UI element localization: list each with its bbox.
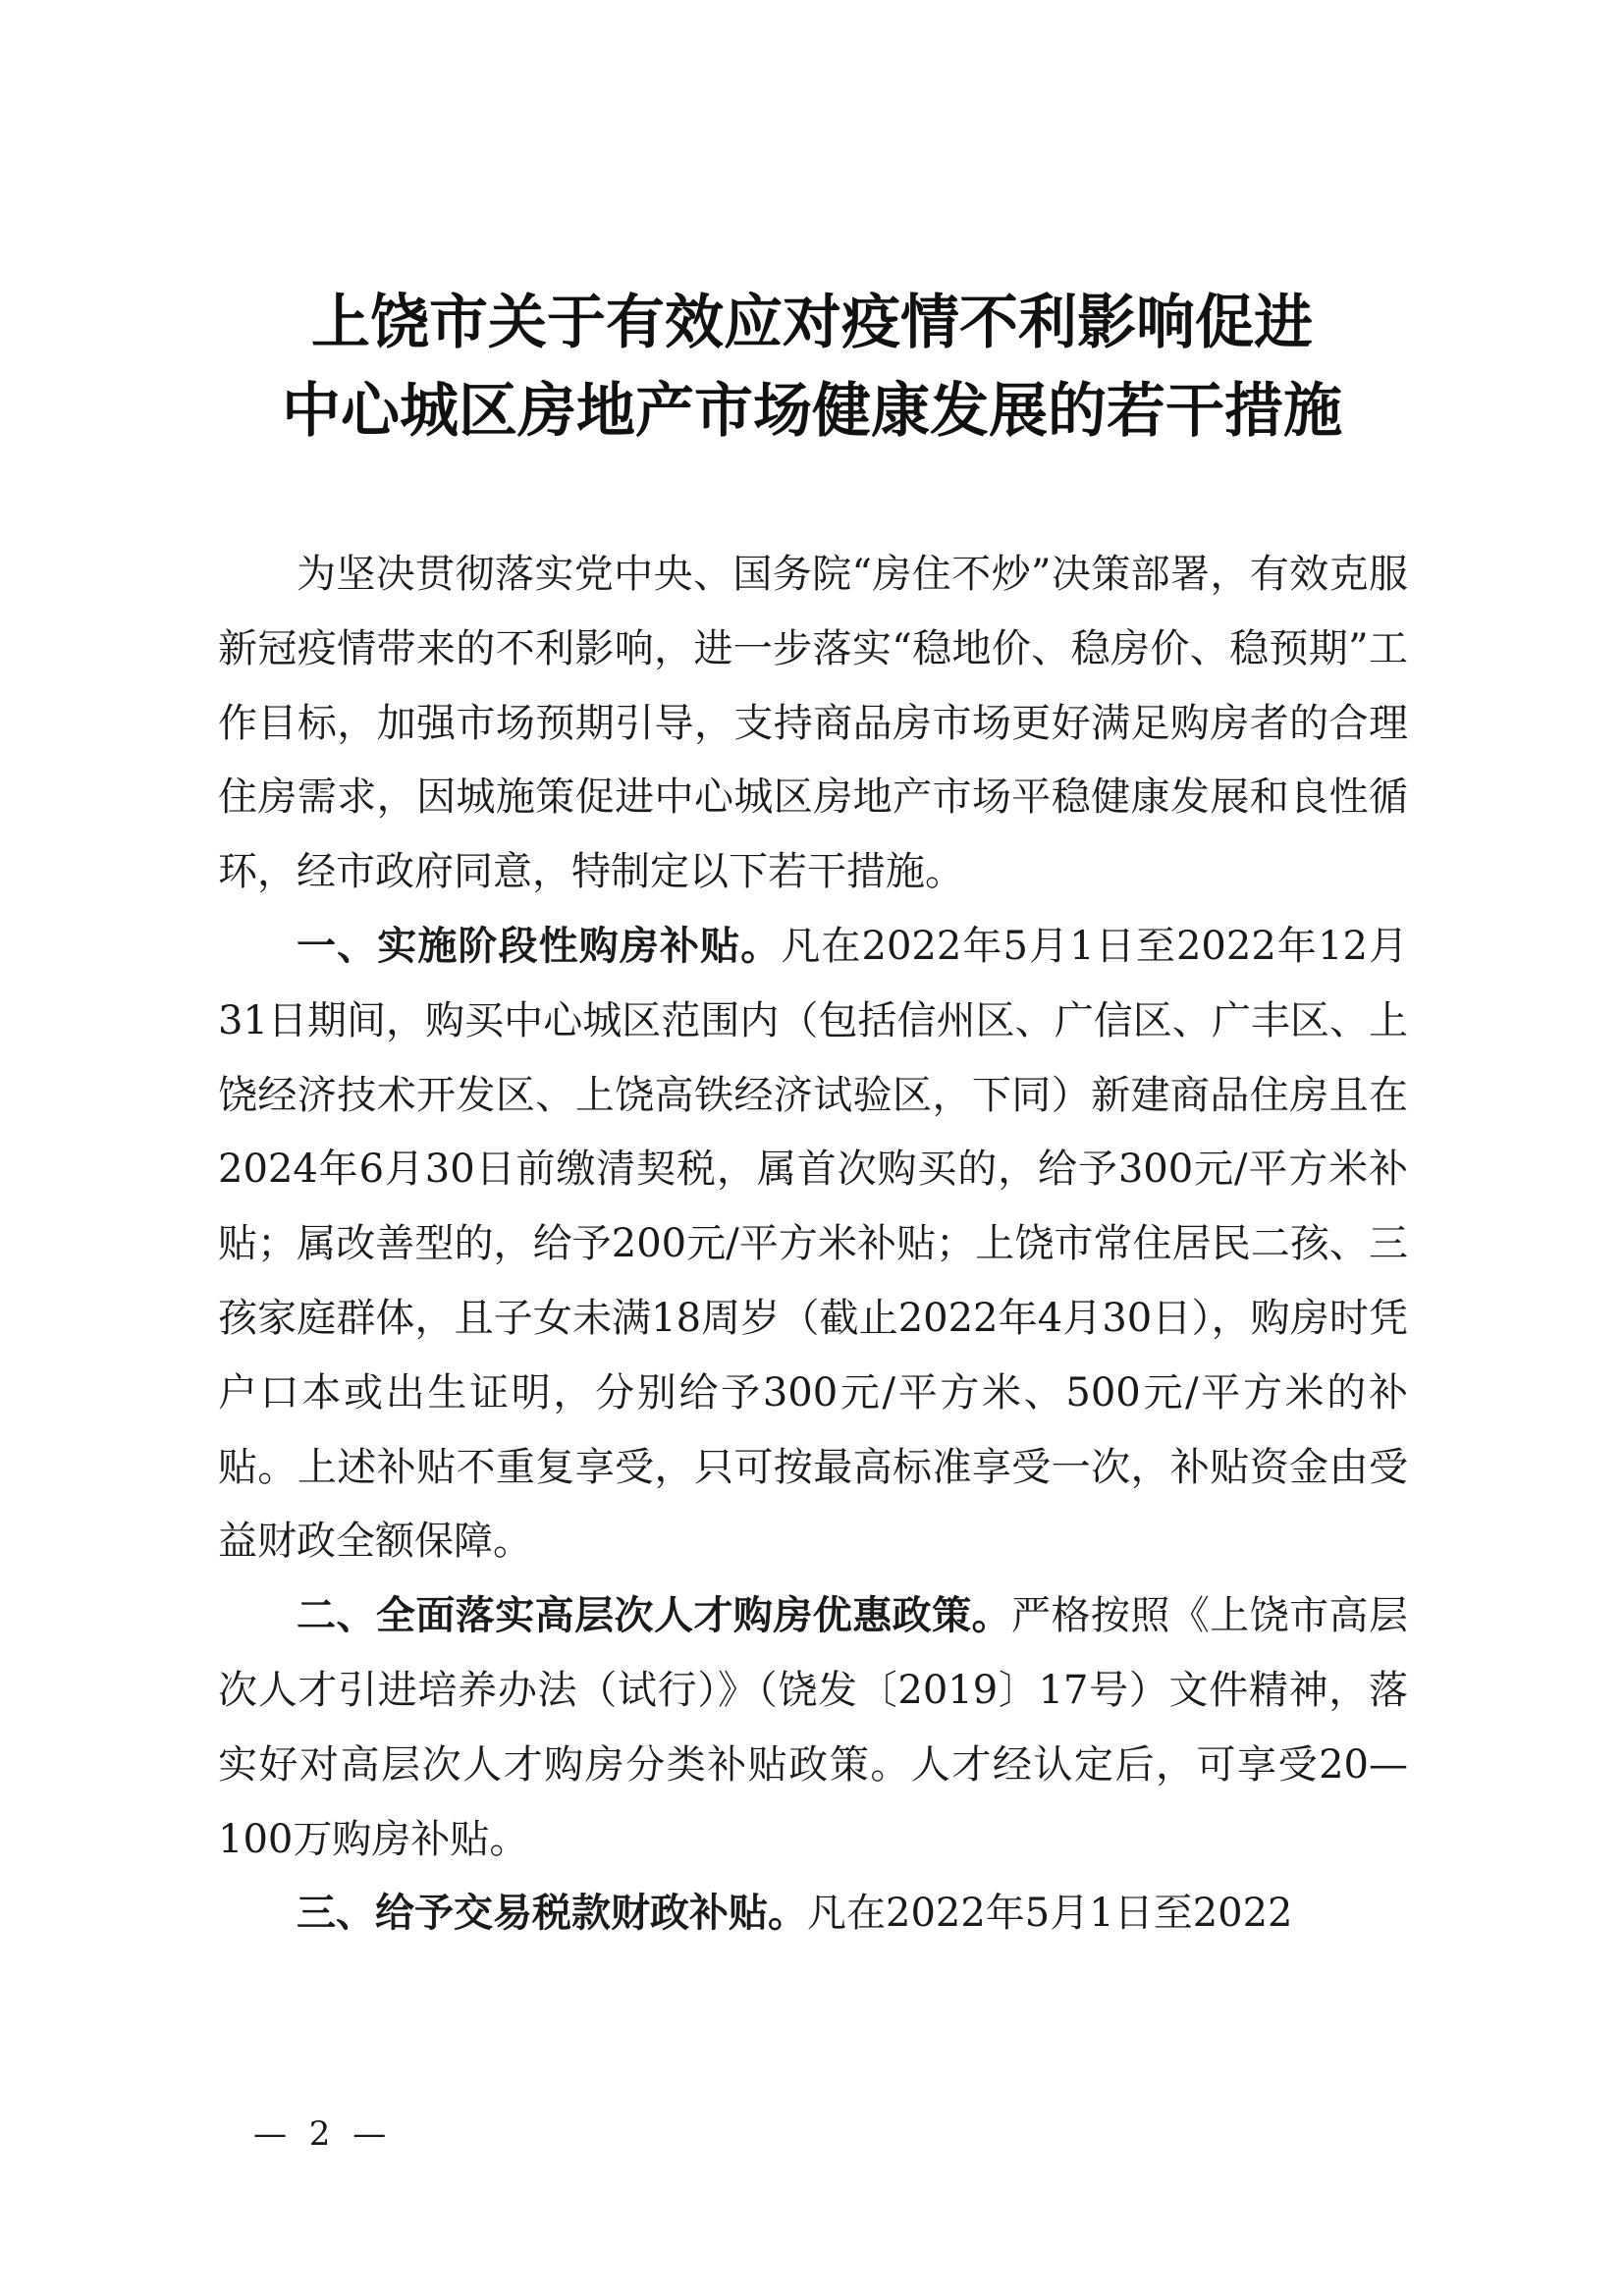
page-number: — 2 — [253,2114,393,2154]
paragraph-intro [218,538,1408,910]
paragraph-text: 凡在2022年5月1日至2022 [807,1891,1293,1937]
paragraph-section-2 [218,1579,1408,1877]
paragraph-section-1 [218,910,1408,1579]
document-body [218,538,1408,1951]
paragraph-text: 凡在2022年5月1日至2022年12月31日期间，购买中心城区范围内（包括信州区、广信区、广丰区、上饶经济技术开发区、上饶高铁经济试验区，下同）新建商品住房且在2024年6月30日前缴清契税，属首次购买的，给予300元/平方米补贴；属改善型的，给予200元/平方米补贴；上饶市常住居民二孩、三孩家庭群体，且子女未满18周岁（截止2022年4月30日），购房时凭户口本或出生证明，分别给予300元/平方米、500元/平方米的补贴。上述补贴不重复享受，只可按最高标准享受一次，补贴资金由受益财政全额保障。 [218,923,1409,1565]
title-line-1: 上饶市关于有效应对疫情不利影响促进 [311,289,1313,357]
paragraph-lead: 三、给予交易税款财政补贴。 [297,1891,807,1937]
paragraph-lead: 二、全面落实高层次人才购房优惠政策。 [297,1593,1011,1639]
paragraph-section-3 [218,1877,1408,1951]
paragraph-text: 严格按照《上饶市高层次人才引进培养办法（试行）》（饶发〔2019〕17号）文件精神，落实好对高层次人才购房分类补贴政策。人才经认定后，可享受20—100万购房补贴。 [218,1593,1408,1862]
document-title [218,279,1406,455]
paragraph-text: 为坚决贯彻落实党中央、国务院“房住不炒”决策部署，有效克服新冠疫情带来的不利影响，进一步落实“稳地价、稳房价、稳预期”工作目标，加强市场预期引导，支持商品房市场更好满足购房者的合理住房需求，因城施策促进中心城区房地产市场平稳健康发展和良性循环，经市政府同意，特制定以下若干措施。 [218,552,1408,895]
title-line-2: 中心城区房地产市场健康发展的若干措施 [282,377,1342,446]
paragraph-lead: 一、实施阶段性购房补贴。 [297,923,782,969]
